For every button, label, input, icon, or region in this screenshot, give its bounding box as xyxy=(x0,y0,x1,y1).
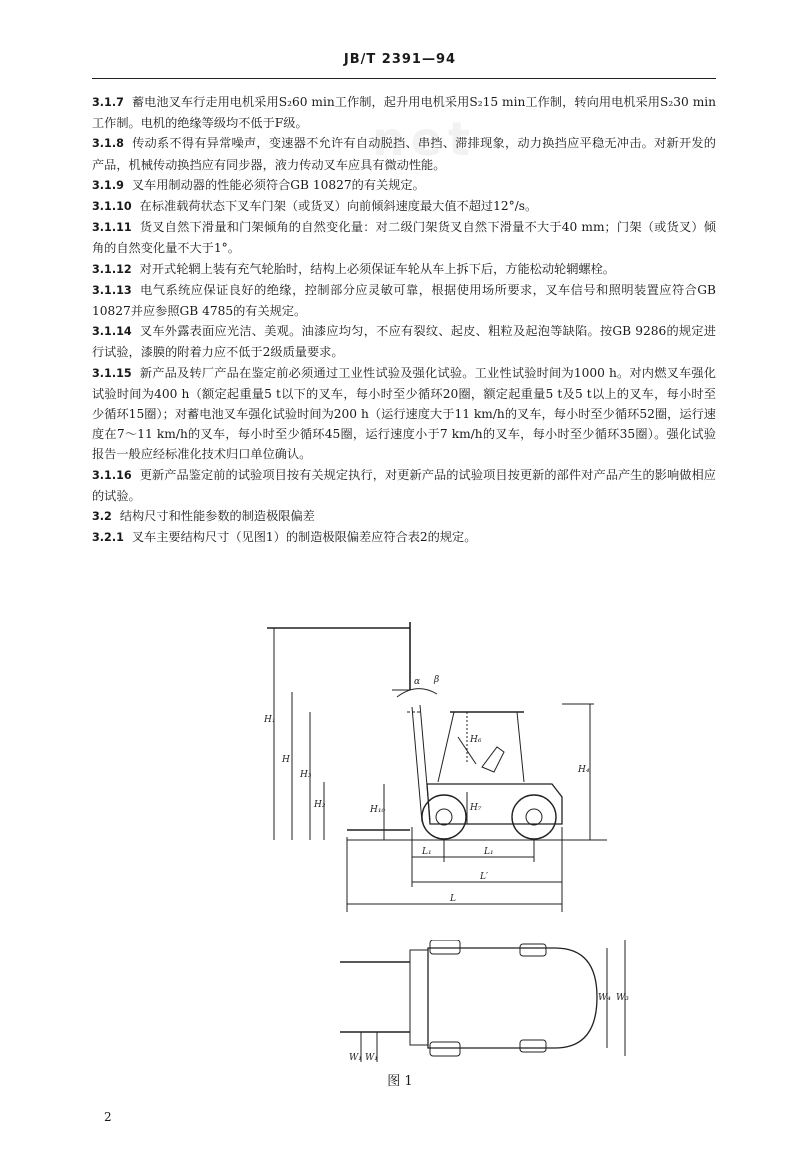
watermark: net xyxy=(372,112,476,166)
dim-label-H3: H₃ xyxy=(300,770,312,780)
section-3-2-heading xyxy=(92,506,716,527)
dim-label-L: L xyxy=(450,894,456,904)
dim-label-H4: H₄ xyxy=(578,765,590,775)
dim-label-H2: H₂ xyxy=(314,800,326,810)
clause-text: 叉车主要结构尺寸（见图1）的制造极限偏差应符合表2的规定。 xyxy=(131,530,477,545)
header-rule xyxy=(92,78,716,79)
angle-label-beta: β xyxy=(434,675,440,685)
clause-3-1-7 xyxy=(92,92,716,133)
clause-3-1-15 xyxy=(92,363,716,465)
dim-label-H: H xyxy=(282,755,290,765)
dim-label-H1: H₁ xyxy=(264,715,276,725)
clause-text: 在标准载荷状态下叉车门架（或货叉）向前倾斜速度最大值不超过12°/s。 xyxy=(139,199,538,214)
clause-number: 3.1.8 xyxy=(92,137,124,151)
clause-text: 电气系统应保证良好的绝缘，控制部分应灵敏可靠，根据使用场所要求，叉车信号和照明装置应符合GB 10827并应参照GB 4785的有关规定。 xyxy=(92,282,716,319)
clause-number: 3.1.7 xyxy=(92,96,124,109)
clause-number: 3.1.13 xyxy=(92,283,132,297)
clause-3-1-11 xyxy=(92,217,716,258)
figure-caption: 图 1 xyxy=(387,1074,413,1089)
dim-label-L-prime: L′ xyxy=(480,872,489,882)
clause-3-1-12 xyxy=(92,259,716,280)
forklift-top-view-figure xyxy=(335,940,640,1065)
clause-3-1-14 xyxy=(92,321,716,362)
standard-code-header: JB/T 2391—94 xyxy=(343,52,457,67)
dim-label-L1-wheelbase: L₁ xyxy=(484,847,494,857)
forklift-top-view-drawing xyxy=(335,940,640,1065)
angle-label-alpha: α xyxy=(414,677,421,687)
clause-3-1-13 xyxy=(92,280,716,321)
dim-label-W4: W₄ xyxy=(598,993,611,1003)
clause-3-1-10 xyxy=(92,196,716,217)
clause-text: 叉车外露表面应光洁、美观。油漆应均匀，不应有裂纹、起皮、粗粒及起泡等缺陷。按GB 9286的规定进行试验，漆膜的附着力应不低于2级质量要求。 xyxy=(92,324,716,360)
clause-3-1-8 xyxy=(92,133,716,174)
dim-label-L1-front: L₁ xyxy=(422,847,432,857)
dim-label-W1-a: W₁ xyxy=(349,1053,362,1063)
clause-text: 更新产品鉴定前的试验项目按有关规定执行，对更新产品的试验项目按更新的部件对产品产生的影响做相应的试验。 xyxy=(92,467,716,503)
document-body xyxy=(92,92,716,548)
clause-number: 3.1.14 xyxy=(92,325,132,339)
clause-number: 3.1.15 xyxy=(92,366,132,380)
clause-number: 3.1.12 xyxy=(92,262,132,276)
clause-text: 结构尺寸和性能参数的制造极限偏差 xyxy=(119,509,315,524)
clause-3-1-16 xyxy=(92,465,716,506)
forklift-side-view-figure xyxy=(262,612,612,972)
page-number: 2 xyxy=(104,1110,112,1124)
clause-number: 3.1.9 xyxy=(92,178,124,192)
dim-label-W1-b: W₁ xyxy=(365,1053,378,1063)
clause-number: 3.1.11 xyxy=(92,221,132,235)
clause-text: 新产品及转厂产品在鉴定前必须通过工业性试验及强化试验。工业性试验时间为1000 h。对内燃叉车强化试验时间为400 h（额定起重量5 t以下的叉车，每小时至少循环20圈，额定起重量5 t及5 t以上的叉车，每小时至少循环15圈）；对蓄电池叉车强化试验时间为200 h（运行速度大于11 km/h的叉车，每小时至少循环52圈，运行速度在7～11 km/h的叉车，每小时至少循环45圈，运行速度小于7 km/h的叉车，每小时至少循环35圈）。强化试验报告一般应经标准化技术归口单位确认。 xyxy=(92,365,716,462)
dim-label-W3: W₃ xyxy=(616,993,629,1003)
dim-label-H7: H₇ xyxy=(470,803,482,813)
clause-text: 对开式轮辋上装有充气轮胎时，结构上必须保证车轮从车上拆下后，方能松动轮辋螺栓。 xyxy=(139,261,615,276)
dim-label-H10: H₁₀ xyxy=(370,805,386,815)
clause-number: 3.2 xyxy=(92,510,112,524)
forklift-side-view-drawing xyxy=(262,612,612,942)
clause-text: 蓄电池叉车行走用电机采用S₂60 min工作制，起升用电机采用S₂15 min工作制，转向用电机采用S₂30 min工作制。电机的绝缘等级均不低于F级。 xyxy=(92,95,716,131)
clause-number: 3.2.1 xyxy=(92,531,124,545)
dim-label-H6: H₆ xyxy=(470,735,482,745)
clause-text: 货叉自然下滑量和门架倾角的自然变化量：对二级门架货叉自然下滑量不大于40 mm；门架（或货叉）倾角的自然变化量不大于1°。 xyxy=(92,220,716,256)
clause-number: 3.1.10 xyxy=(92,200,132,214)
clause-text: 叉车用制动器的性能必须符合GB 10827的有关规定。 xyxy=(131,177,425,192)
clause-number: 3.1.16 xyxy=(92,468,132,482)
clause-3-2-1 xyxy=(92,527,716,548)
clause-text: 传动系不得有异常噪声，变速器不允许有自动脱挡、串挡、滞排现象，动力换挡应平稳无冲击。对新开发的产品，机械传动换挡应有同步器，液力传动叉车应具有微动性能。 xyxy=(92,136,716,172)
clause-3-1-9 xyxy=(92,175,716,196)
